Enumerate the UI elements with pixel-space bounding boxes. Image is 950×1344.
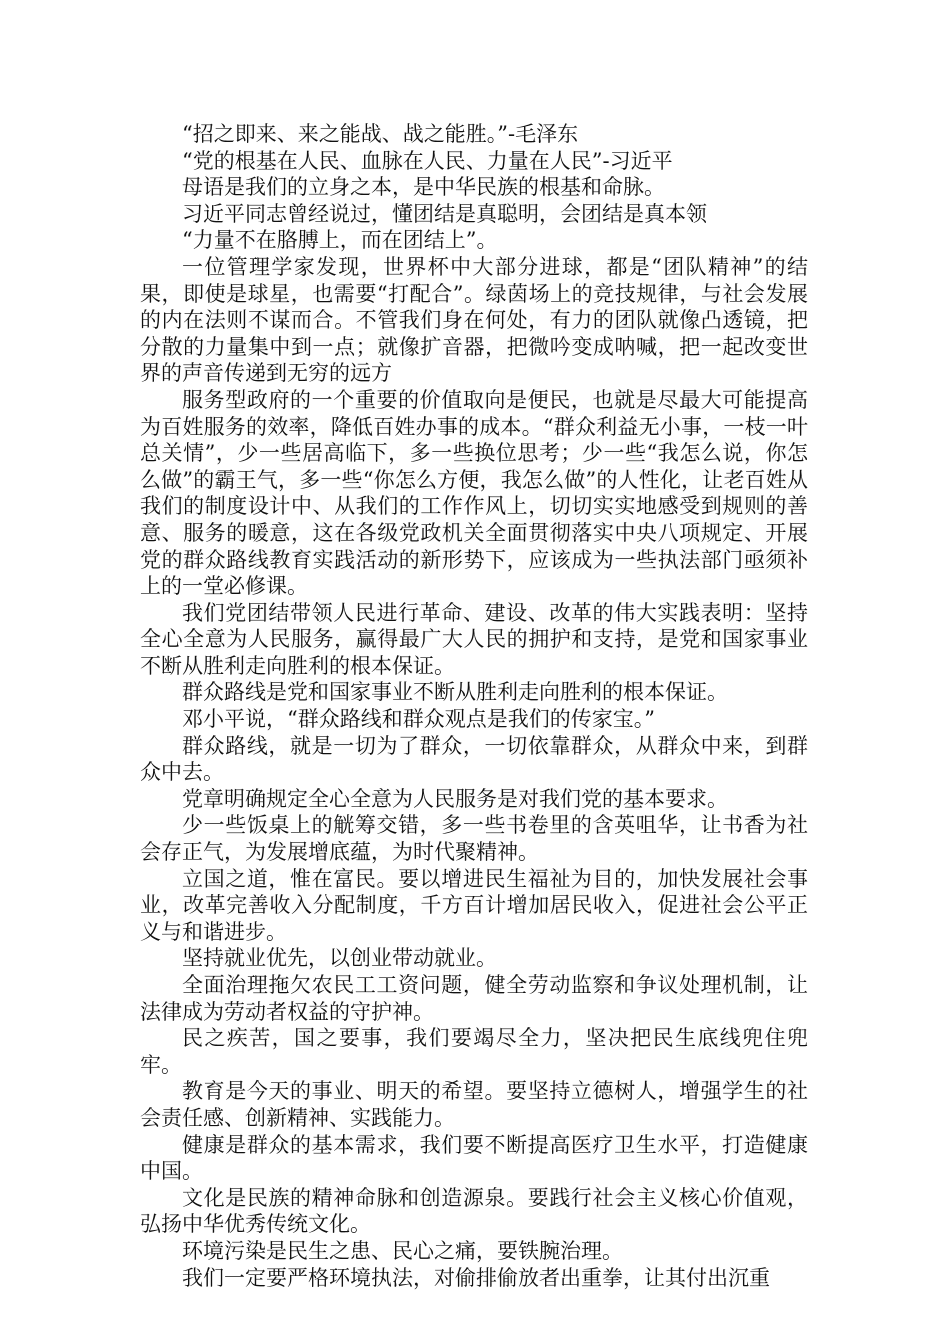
- paragraph: 群众路线，就是一切为了群众，一切依靠群众，从群众中来，到群众中去。: [140, 733, 808, 785]
- paragraph: 健康是群众的基本需求，我们要不断提高医疗卫生水平，打造健康中国。: [140, 1132, 808, 1184]
- paragraph: 全面治理拖欠农民工工资问题，健全劳动监察和争议处理机制，让法律成为劳动者权益的守护神。: [140, 973, 808, 1024]
- paragraph: 民之疾苦，国之要事，我们要竭尽全力，坚决把民生底线兜住兜牢。: [140, 1026, 808, 1077]
- document-body: [140, 121, 808, 1291]
- paragraph: 服务型政府的一个重要的价值取向是便民，也就是尽最大可能提高为百姓服务的效率，降低百姓办事的成本。“群众利益无小事，一枝一叶总关情”，少一些居高临下，多一些换位思考；少一些“我怎么说，你怎么做”的霸王气，多一些“你怎么方便，我怎么做”的人性化，让老百姓从我们的制度设计中、从我们的工作作风上，切切实实地感受到规则的善意、服务的暖意，这在各级党政机关全面贯彻落实中央八项规定、开展党的群众路线教育实践活动的新形势下，应该成为一些执法部门亟须补上的一堂必修课。: [140, 387, 808, 599]
- paragraph: 环境污染是民生之患、民心之痛，要铁腕治理。: [182, 1238, 623, 1263]
- paragraph: 邓小平说，“群众路线和群众观点是我们的传家宝。”: [182, 707, 655, 732]
- paragraph: 习近平同志曾经说过，懂团结是真聪明，会团结是真本领: [182, 201, 707, 226]
- paragraph: 母语是我们的立身之本，是中华民族的根基和命脉。: [182, 175, 665, 200]
- paragraph: “党的根基在人民、血脉在人民、力量在人民”-习近平: [182, 148, 673, 173]
- paragraph: “招之即来、来之能战、战之能胜。”-毛泽东: [182, 122, 579, 146]
- paragraph: 我们一定要严格环境执法，对偷排偷放者出重拳，让其付出沉重: [182, 1265, 770, 1290]
- paragraph: 文化是民族的精神命脉和创造源泉。要践行社会主义核心价值观，弘扬中华优秀传统文化。: [140, 1185, 808, 1237]
- paragraph: 立国之道，惟在富民。要以增进民生福祉为目的，加快发展社会事业，改革完善收入分配制度，千方百计增加居民收入，促进社会公平正义与和谐进步。: [140, 866, 808, 944]
- paragraph: 一位管理学家发现，世界杯中大部分进球，都是“团队精神”的结果，即使是球星，也需要“打配合”。绿茵场上的竞技规律，与社会发展的内在法则不谋而合。不管我们身在何处，有力的团队就像凸透镜，把分散的力量集中到一点；就像扩音器，把微吟变成呐喊，把一起改变世界的声音传递到无穷的远方: [140, 254, 808, 386]
- paragraph: 党章明确规定全心全意为人民服务是对我们党的基本要求。: [182, 786, 728, 811]
- paragraph: 坚持就业优先，以创业带动就业。: [182, 946, 497, 971]
- paragraph: “力量不在胳膊上，而在团结上”。: [182, 228, 498, 253]
- paragraph: 群众路线是党和国家事业不断从胜利走向胜利的根本保证。: [182, 680, 728, 705]
- paragraph: 教育是今天的事业、明天的希望。要坚持立德树人，增强学生的社会责任感、创新精神、实践能力。: [140, 1079, 808, 1130]
- paragraph: 我们党团结带领人民进行革命、建设、改革的伟大实践表明：坚持全心全意为人民服务，赢得最广大人民的拥护和支持，是党和国家事业不断从胜利走向胜利的根本保证。: [140, 600, 808, 678]
- paragraph: 少一些饭桌上的觥筹交错，多一些书卷里的含英咀华，让书香为社会存正气，为发展增底蕴，为时代聚精神。: [140, 813, 808, 865]
